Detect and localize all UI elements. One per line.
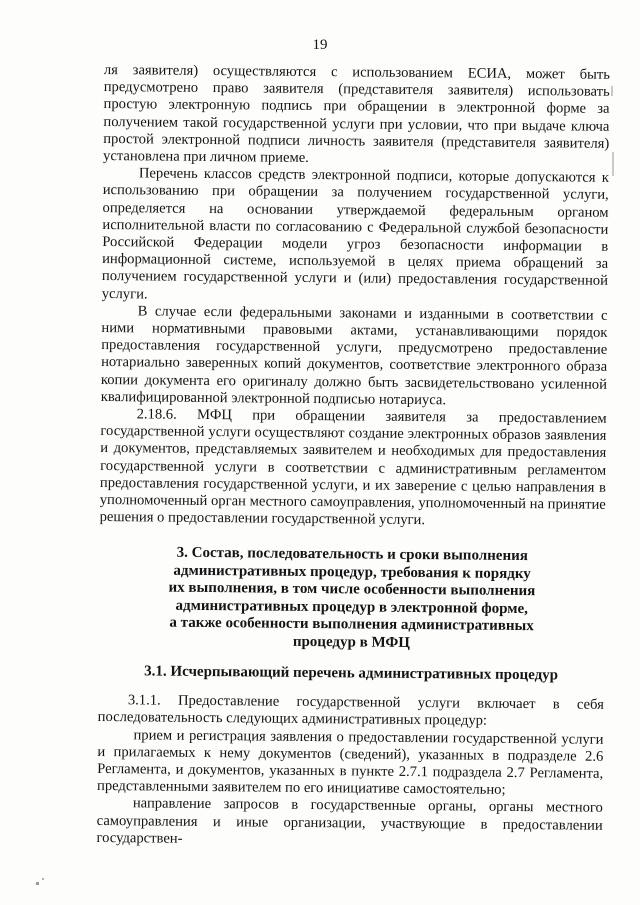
page-number: 19 xyxy=(312,37,328,53)
scan-margin-mark xyxy=(612,152,614,176)
paragraph-procedure-requests: направление запросов в государственные органы, органы местного самоуправления и иные организации, участвующие в предоставлении государствен- xyxy=(96,795,603,847)
section-3-heading-line: их выполнения, в том числе особенности выполнения xyxy=(168,579,536,600)
section-3-heading xyxy=(98,544,605,653)
section-3-heading-line: а также особенности выполнения административных xyxy=(169,614,534,635)
paragraph-3-1-1: 3.1.1. Предоставление государственной услуги включает в себя последовательность следующих административных процедур: xyxy=(97,692,604,730)
scan-speck xyxy=(36,882,39,885)
section-3-heading-line: административных процедур в электронной форме, xyxy=(175,597,529,617)
paragraph-mfc-electronic-images: 2.18.6. МФЦ при обращении заявителя за предоставлением государственной услуги осуществляют создание электронных образов заявления и документов, представляемых заявителем и необходимых для предоставления государственной услуги в соответствии с административным регламентом предоставления государственной услуги, и их заверение с целью направления в уполномоченный орган местного самоуправления, уполномоченный на принятие решения о предоставлении государственной услуги. xyxy=(99,406,607,529)
section-3-heading-line: 3. Состав, последовательность и сроки выполнения xyxy=(176,545,528,565)
section-3-1-heading: 3.1. Исчерпывающий перечень административных процедур xyxy=(144,663,559,684)
section-3-heading-line: административных процедур, требования к порядку xyxy=(173,562,531,583)
paragraph-notarized-copies: В случае если федеральными законами и изданными в соответствии с ними нормативными правовыми актами, устанавливающими порядок предоставления государственной услуги, предусмотрено предоставление нотариально заверенных копий документов, соответствие электронного образа копии документа его оригиналу должно быть засвидетельствовано усиленной квалифицированной электронной подписью нотариуса. xyxy=(100,303,608,409)
section-3-heading-line: процедур в МФЦ xyxy=(292,633,411,651)
paragraph-signature-classes: Перечень классов средств электронной подписи, которые допускаются к использованию при обращении за получением государственной услуги, определяется на основании утверждаемой федеральным органом исполнительной власти по согласованию с Федеральной службой безопасности Российской Федерации модели угроз безопасности информации в информационной системе, используемой в целях приема обращений за получением государственной услуги и (или) предоставления государственной услуги. xyxy=(101,165,609,303)
paragraph-procedure-reception: прием и регистрация заявления о предоставлении государственной услуги и прилагаемых к нему документов (сведений), указанных в подразделе 2.6 Регламента, и документов, указанных в пункте 2.7.1 подраздела 2.7 Регламента, представленными заявителем по его инициативе самостоятельно; xyxy=(96,726,604,799)
document-body xyxy=(96,62,610,852)
paragraph-esia-signature: ля заявителя) осуществляются с использованием ЕСИА, может быть предусмотрено право заявителя (представителя заявителя) использовать простую электронную подпись при обращении в электронной форме за получением такой государственной услуги при условии, что при выдаче ключа простой электронной подписи личность заявителя (представителя заявителя) установлена при личном приеме. xyxy=(103,62,610,166)
scan-speck xyxy=(42,878,44,880)
scan-margin-mark xyxy=(611,86,613,96)
